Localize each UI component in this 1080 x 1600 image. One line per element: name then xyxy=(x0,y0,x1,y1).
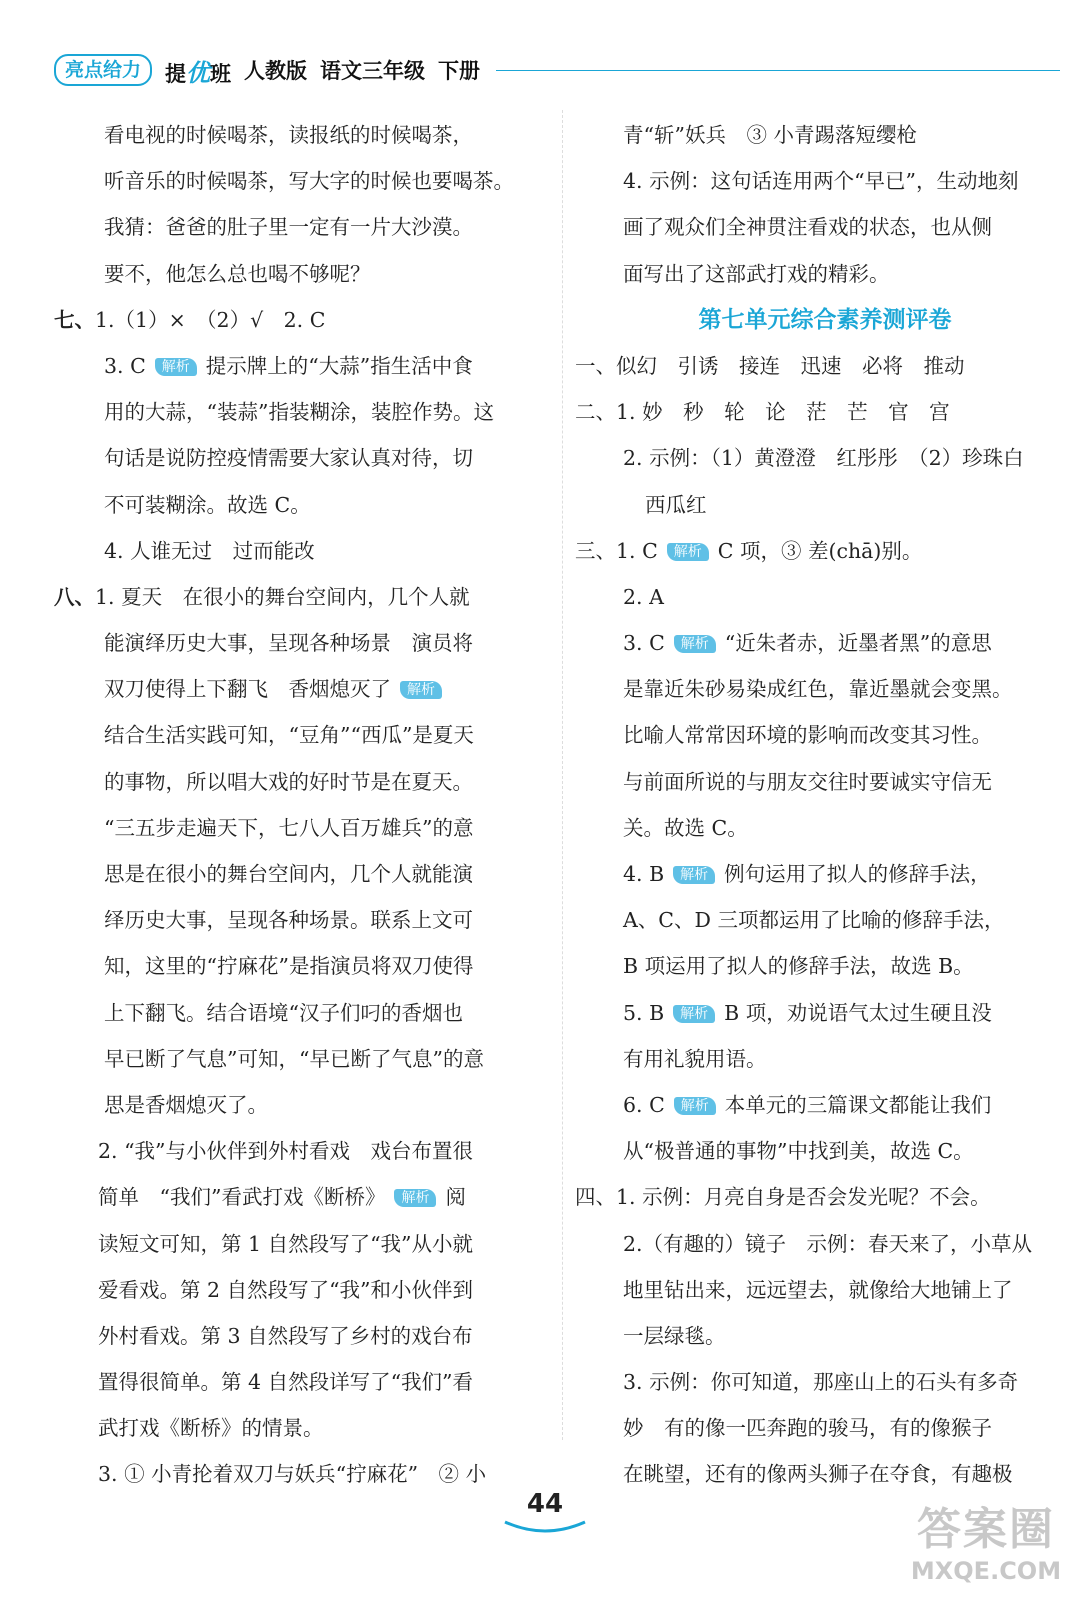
q8-line: 简单 “我们”看武打戏《断桥》 解析 阅 xyxy=(98,1185,466,1210)
q7-line: 不可装糊涂。故选 C。 xyxy=(104,492,311,517)
answer-line: 4. 示例：这句话连用两个“早已”，生动地刻 xyxy=(623,169,1019,194)
brand-logo: 亮点给力 xyxy=(54,54,152,86)
poem-line: 听音乐的时候喝茶，写大字的时候也要喝茶。 xyxy=(104,169,514,194)
analysis-tag: 解析 xyxy=(400,681,442,699)
page-number: 44 xyxy=(500,1488,590,1534)
test-line: A、C、D 三项都运用了比喻的修辞手法， xyxy=(623,908,1005,933)
test-line: 3. 示例：你可知道，那座山上的石头有多奇 xyxy=(623,1370,1019,1395)
test-line: 3. C 解析 “近朱者赤，近墨者黑”的意思 xyxy=(623,631,992,656)
q8-line: 外村看戏。第 3 自然段写了乡村的戏台布 xyxy=(98,1323,473,1348)
series-title: 提优班 xyxy=(165,58,232,87)
q8-line: 双刀使得上下翻飞 香烟熄灭了 解析 xyxy=(54,666,549,712)
test-line: 6. C 解析 本单元的三篇课文都能让我们 xyxy=(623,1092,992,1117)
left-column xyxy=(54,112,549,1498)
q8-line: 绎历史大事，呈现各种场景。联系上文可 xyxy=(104,908,473,933)
column-divider xyxy=(562,110,563,1440)
analysis-tag: 解析 xyxy=(674,1097,716,1115)
right-column xyxy=(575,112,1075,1498)
q7-line: 3. C 解析 提示牌上的“大蒜”指生活中食 xyxy=(104,353,473,378)
q8-line: 思是在很小的舞台空间内，几个人就能演 xyxy=(104,862,473,886)
watermark-logo: 答案圈 MXQE.COM xyxy=(910,1504,1062,1585)
section-title: 第七单元综合素养测评卷 xyxy=(698,306,952,333)
analysis-tag: 解析 xyxy=(673,866,715,884)
test-line: 四、1. 示例：月亮自身是否会发光呢？不会。 xyxy=(575,1185,991,1210)
test-line: 2. 示例：（1）黄澄澄 红彤彤 （2）珍珠白 xyxy=(623,446,1024,471)
q8-line: 3. ① 小青抡着双刀与妖兵“拧麻花” ② 小 xyxy=(98,1462,487,1487)
test-line: 妙 有的像一匹奔跑的骏马，有的像猴子 xyxy=(623,1416,992,1441)
test-line: B 项运用了拟人的修辞手法，故选 B。 xyxy=(623,954,974,979)
q8-line: 置得很简单。第 4 自然段详写了“我们”看 xyxy=(98,1370,474,1395)
analysis-tag: 解析 xyxy=(394,1189,436,1207)
test-line: 一层绿毯。 xyxy=(623,1323,726,1348)
q8-line: 能演绎历史大事，呈现各种场景 演员将 xyxy=(104,631,473,656)
q8-line: 2. “我”与小伙伴到外村看戏 戏台布置很 xyxy=(98,1139,474,1164)
edition-label: 人教版 xyxy=(244,59,308,83)
test-line: 2. A xyxy=(623,584,664,609)
q8-line: “三五步走遍天下，七八人百万雄兵”的意 xyxy=(104,815,474,840)
q8-line: 武打戏《断桥》的情景。 xyxy=(98,1416,324,1441)
test-line: 与前面所说的与朋友交往时要诚实守信无 xyxy=(623,769,992,794)
q8-line: 的事物，所以唱大戏的好时节是在夏天。 xyxy=(104,769,473,794)
header-rule xyxy=(496,70,1060,71)
answer-line: 青“斩”妖兵 ③ 小青踢落短缨枪 xyxy=(623,123,917,147)
answer-line: 面写出了这部武打戏的精彩。 xyxy=(623,261,890,286)
analysis-tag: 解析 xyxy=(673,1005,715,1023)
subject-label: 语文三年级 xyxy=(320,59,426,83)
q8-line: 八、1. 夏天 在很小的舞台空间内，几个人就 xyxy=(54,584,470,609)
test-line: 西瓜红 xyxy=(645,492,707,517)
q7-line: 七、1.（1）× （2）√ 2. C xyxy=(54,307,326,332)
test-line: 三、1. C 解析 C 项，③ 差(chā)别。 xyxy=(575,538,923,563)
q7-line: 用的大蒜，“装蒜”指装糊涂，装腔作势。这 xyxy=(104,400,494,425)
analysis-tag: 解析 xyxy=(674,635,716,653)
q8-line: 爱看戏。第 2 自然段写了“我”和小伙伴到 xyxy=(98,1277,474,1302)
test-line: 关。故选 C。 xyxy=(623,815,748,840)
volume-label: 下册 xyxy=(438,59,481,83)
answer-line: 画了观众们全神贯注看戏的状态，也从侧 xyxy=(623,215,992,240)
q8-line: 思是香烟熄灭了。 xyxy=(104,1092,268,1117)
test-line: 4. B 解析 例句运用了拟人的修辞手法， xyxy=(623,862,991,886)
q8-line: 上下翻飞。结合语境“汉子们叼的香烟也 xyxy=(104,1000,463,1025)
q7-line: 句话是说防控疫情需要大家认真对待，切 xyxy=(104,446,473,471)
test-line: 是靠近朱砂易染成红色，靠近墨就会变黑。 xyxy=(623,677,1013,702)
poem-line: 我猜：爸爸的肚子里一定有一片大沙漠。 xyxy=(104,215,473,240)
test-line: 2.（有趣的）镜子 示例：春天来了，小草从 xyxy=(623,1231,1033,1256)
test-line: 二、1. 妙 秒 轮 论 茫 芒 官 宫 xyxy=(575,400,950,425)
test-line: 地里钻出来，远远望去，就像给大地铺上了 xyxy=(623,1277,1013,1302)
q8-line: 知，这里的“拧麻花”是指演员将双刀使得 xyxy=(104,954,474,979)
page-header xyxy=(54,50,1060,90)
analysis-tag: 解析 xyxy=(667,543,709,561)
test-line: 从“极普通的事物”中找到美，故选 C。 xyxy=(623,1139,974,1164)
poem-line: 要不，他怎么总也喝不够呢？ xyxy=(104,261,371,286)
analysis-tag: 解析 xyxy=(155,358,197,376)
q8-line: 结合生活实践可知，“豆角”“西瓜”是夏天 xyxy=(104,723,474,748)
poem-line: 看电视的时候喝茶，读报纸的时候喝茶， xyxy=(104,123,473,147)
test-line: 比喻人常常因环境的影响而改变其习性。 xyxy=(623,723,992,748)
q8-line: 早已断了气息”可知，“早已断了气息”的意 xyxy=(104,1046,484,1071)
test-line: 有用礼貌用语。 xyxy=(623,1046,767,1071)
test-line: 5. B 解析 B 项，劝说语气太过生硬且没 xyxy=(623,1000,992,1025)
page-swoosh-icon xyxy=(500,1520,590,1534)
q8-line: 读短文可知，第 1 自然段写了“我”从小就 xyxy=(98,1231,474,1256)
test-line: 一、似幻 引诱 接连 迅速 必将 推动 xyxy=(575,353,965,378)
q7-line: 4. 人谁无过 过而能改 xyxy=(104,538,315,563)
test-line: 在眺望，还有的像两头狮子在夺食，有趣极 xyxy=(623,1462,1013,1487)
